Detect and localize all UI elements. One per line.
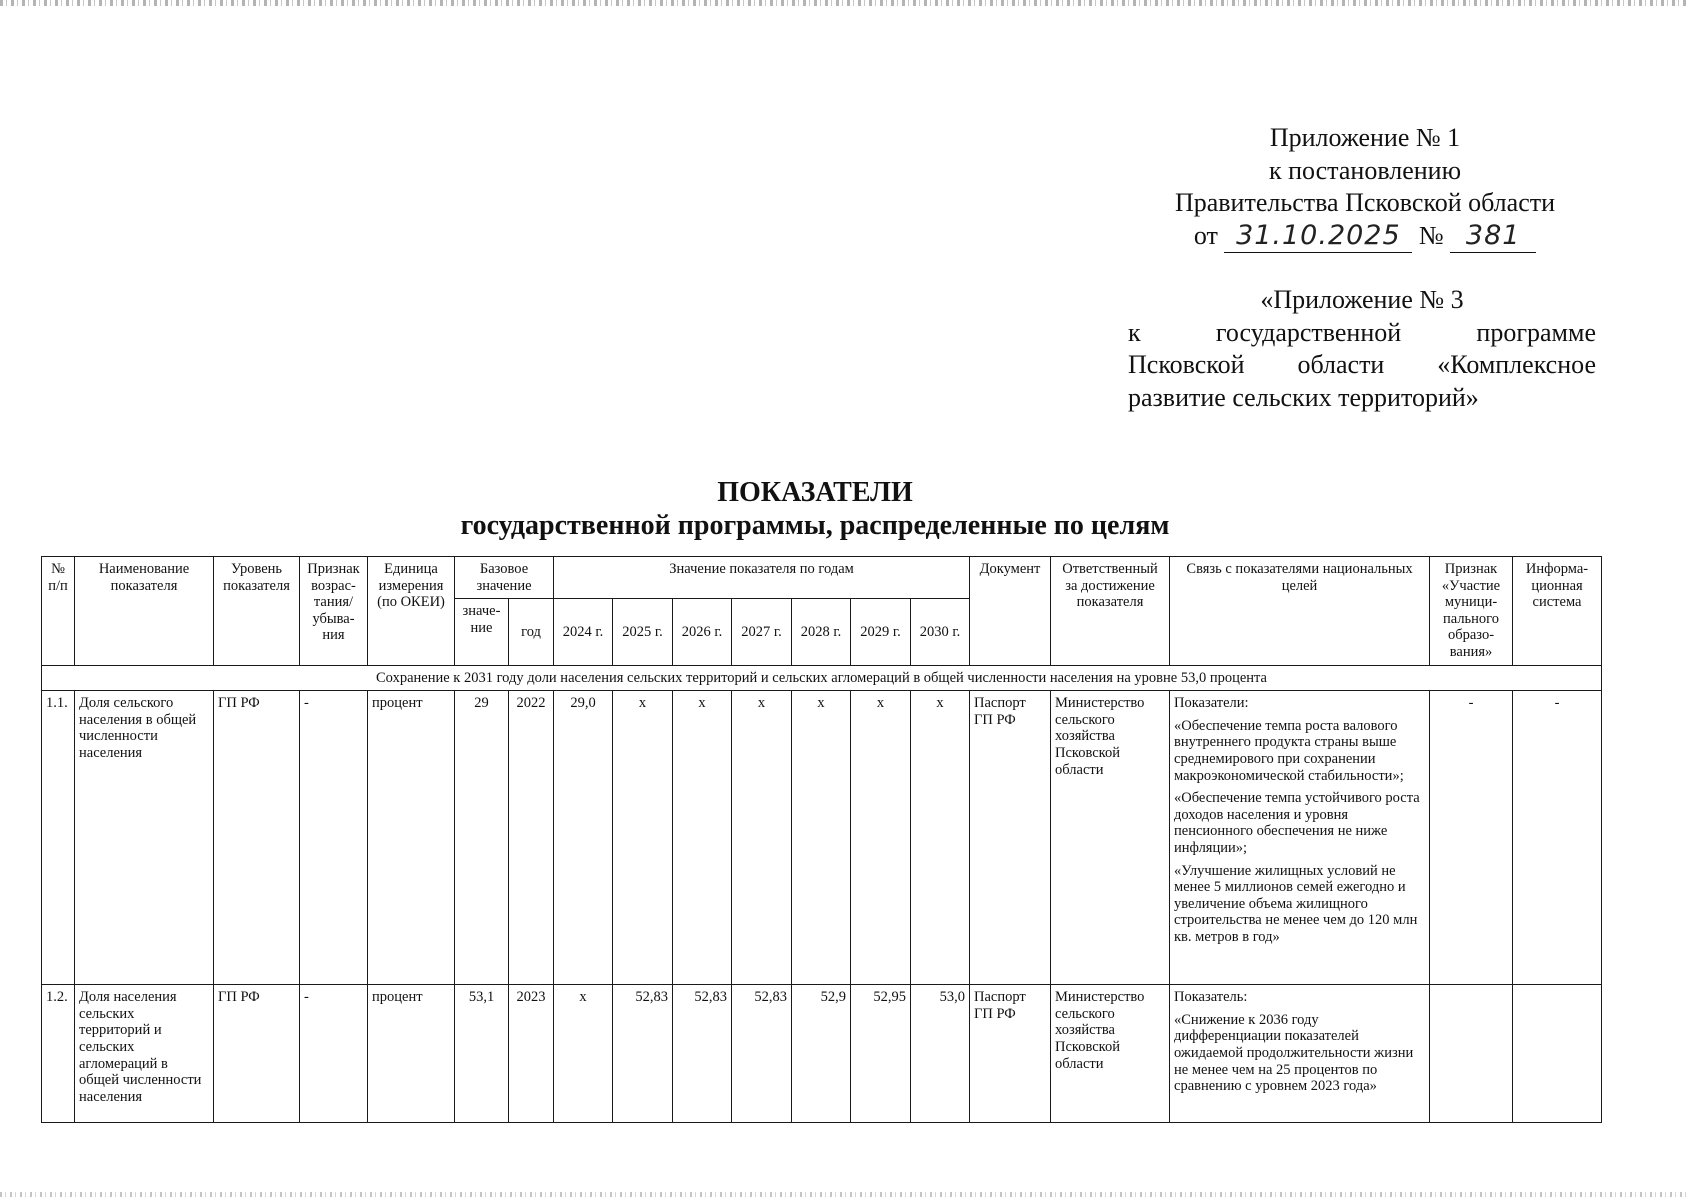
title-line-2: государственной программы, распределенные по целям (460, 510, 1170, 541)
row-base-year: 2023 (509, 985, 554, 1123)
row-name: Доля населения сельских территорий и сельских агломераций в общей численности населения (75, 985, 214, 1123)
row-value-2029: x (851, 691, 911, 985)
row-responsible: Министерство сельского хозяйства Псковской области (1051, 985, 1170, 1123)
row-municipal: - (1430, 691, 1513, 985)
header-base-year: год (509, 599, 554, 665)
row-sign: - (300, 985, 368, 1123)
row-link (1170, 691, 1430, 985)
row-municipal (1430, 985, 1513, 1123)
row-info: - (1513, 691, 1602, 985)
row-info (1513, 985, 1602, 1123)
header-name: Наименование показателя (75, 557, 214, 666)
header-by-years: Значение показателя по годам (554, 557, 970, 599)
document-title (0, 476, 1630, 542)
header-year-2025: 2025 г. (613, 599, 673, 665)
appendix-1-title: Приложение № 1 (1269, 123, 1461, 152)
appendix-1-government: Правительства Псковской области (1174, 188, 1556, 217)
header-year-2030: 2030 г. (911, 599, 970, 665)
appendix-3-title: «Приложение № 3 (1260, 285, 1464, 314)
header-year-2027: 2027 г. (732, 599, 792, 665)
row-base-value: 53,1 (455, 985, 509, 1123)
row-value-2027: x (732, 691, 792, 985)
row-value-2025: x (613, 691, 673, 985)
link-paragraph: Показатель: (1174, 989, 1248, 1006)
header-sign: Признак возрас-тания/ убыва-ния (300, 557, 368, 666)
row-base-value: 29 (455, 691, 509, 985)
link-paragraph: «Обеспечение темпа роста валового внутреннего продукта страны выше среднемирового при сохранении макроэкономической стабильности»; (1174, 717, 1404, 784)
appendix-3-line-3: Псковской области «Комплексное (1128, 350, 1596, 379)
appendix-3-heading (1128, 284, 1596, 414)
header-row-1 (42, 557, 1602, 599)
row-unit: процент (368, 985, 455, 1123)
row-responsible: Министерство сельского хозяйства Псковской области (1051, 691, 1170, 985)
appendix-3-line-4: развитие сельских территорий» (1128, 382, 1479, 412)
from-label: от (1193, 220, 1218, 250)
scan-edge-top (0, 0, 1686, 6)
row-sign: - (300, 691, 368, 985)
row-value-2026: x (673, 691, 732, 985)
header-municipal: Признак «Участие муници-пального образо-вания» (1430, 557, 1513, 666)
header-base: Базовое значение (455, 557, 554, 599)
link-paragraph: Показатели: (1174, 695, 1249, 712)
row-base-year: 2022 (509, 691, 554, 985)
goal-row (42, 665, 1602, 691)
link-paragraph: «Снижение к 2036 году дифференциации показателей ожидаемой продолжительности жизни не менее чем на 25 процентов по сравнению с уровнем 2023 года» (1174, 1011, 1414, 1095)
number-label: № (1418, 220, 1444, 250)
row-level: ГП РФ (214, 985, 300, 1123)
handwritten-date: 31.10.2025 (1224, 220, 1412, 254)
header-year-2026: 2026 г. (673, 599, 732, 665)
header-level: Уровень показателя (214, 557, 300, 666)
header-info: Информа-ционная система (1513, 557, 1602, 666)
indicators-table (41, 556, 1602, 1123)
row-value-2029: 52,95 (851, 985, 911, 1123)
link-paragraph: «Обеспечение темпа устойчивого роста доходов населения и уровня пенсионного обеспечения не ниже инфляции»; (1174, 790, 1420, 856)
title-line-1: ПОКАЗАТЕЛИ (717, 477, 913, 508)
header-unit: Единица измерения (по ОКЕИ) (368, 557, 455, 666)
row-num: 1.1. (42, 691, 75, 985)
row-value-2024: x (554, 985, 613, 1123)
header-responsible: Ответственный за достижение показателя (1051, 557, 1170, 666)
row-num: 1.2. (42, 985, 75, 1123)
header-document: Документ (970, 557, 1051, 666)
row-name: Доля сельского населения в общей численности населения (75, 691, 214, 985)
row-value-2028: 52,9 (792, 985, 851, 1123)
row-level: ГП РФ (214, 691, 300, 985)
row-value-2030: x (911, 691, 970, 985)
link-paragraph: «Улучшение жилищных условий не менее 5 миллионов семей ежегодно и увеличение объема жилищного строительства не менее чем до 120 млн кв. метров в год» (1174, 862, 1418, 945)
header-year-2028: 2028 г. (792, 599, 851, 665)
appendix-1-heading (1130, 122, 1600, 253)
row-link (1170, 985, 1430, 1123)
row-document: Паспорт ГП РФ (970, 691, 1051, 985)
row-value-2025: 52,83 (613, 985, 673, 1123)
table-row (42, 691, 1602, 985)
row-value-2026: 52,83 (673, 985, 732, 1123)
header-year-2024: 2024 г. (554, 599, 613, 665)
header-year-2029: 2029 г. (851, 599, 911, 665)
goal-text: Сохранение к 2031 году доли населения сельских территорий и сельских агломераций в общей численности населения на уровне 53,0 процента (42, 665, 1602, 691)
handwritten-number: 381 (1450, 220, 1536, 254)
header-link: Связь с показателями национальных целей (1170, 557, 1430, 666)
header-base-value: значе-ние (455, 599, 509, 665)
row-value-2030: 53,0 (911, 985, 970, 1123)
header-num: № п/п (42, 557, 75, 666)
scan-edge-bottom (0, 1192, 1686, 1197)
table-row (42, 985, 1602, 1123)
row-value-2027: 52,83 (732, 985, 792, 1123)
row-unit: процент (368, 691, 455, 985)
row-document: Паспорт ГП РФ (970, 985, 1051, 1123)
row-value-2024: 29,0 (554, 691, 613, 985)
row-value-2028: x (792, 691, 851, 985)
appendix-1-resolution: к постановлению (1268, 155, 1462, 185)
appendix-1-date-line (1130, 220, 1600, 254)
appendix-3-line-2: к государственной программе (1128, 317, 1596, 347)
